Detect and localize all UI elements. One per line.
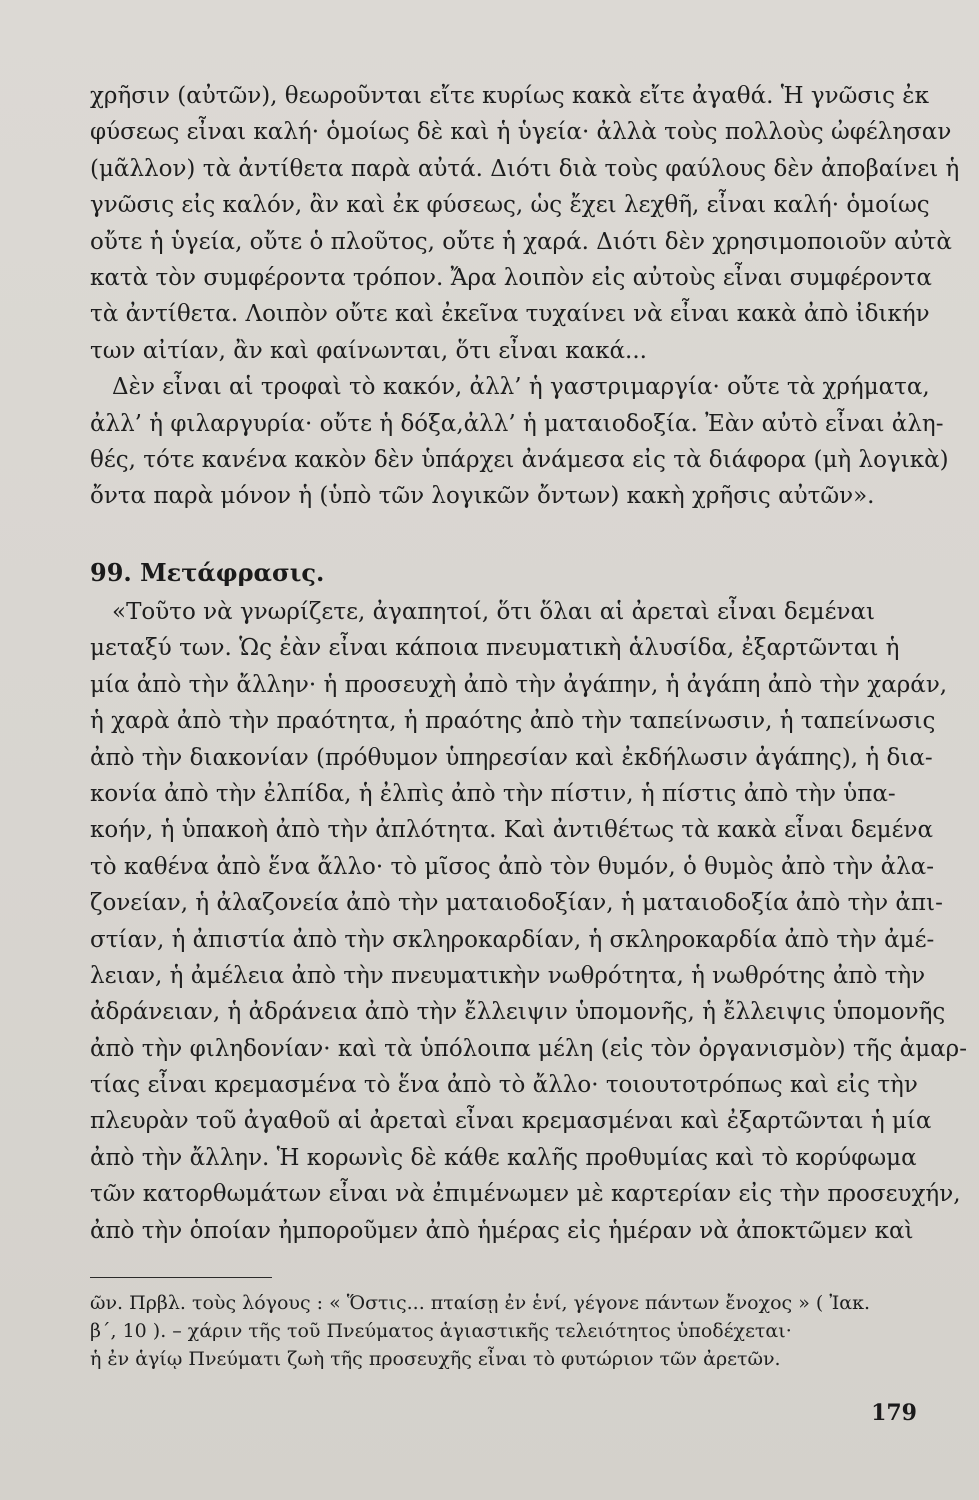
- text-line: μεταξύ των. Ὡς ἐὰν εἶναι κάποια πνευματικὴ ἁλυσίδα, ἐξαρτῶνται ἡ: [90, 635, 900, 662]
- text-line: λειαν, ἡ ἀμέλεια ἀπὸ τὴν πνευματικὴν νωθρότητα, ἡ νωθρότης ἀπὸ τὴν: [90, 962, 926, 989]
- text-line: «Τοῦτο νὰ γνωρίζετε, ἀγαπητοί, ὅτι ὅλαι αἱ ἀρεταὶ εἶναι δεμέναι: [112, 599, 876, 625]
- text-line: στίαν, ἡ ἀπιστία ἀπὸ τὴν σκληροκαρδίαν, ἡ σκληροκαρδία ἀπὸ τὴν ἀμέ-: [90, 926, 935, 953]
- text-line: ἡ χαρὰ ἀπὸ τὴν πραότητα, ἡ πραότης ἀπὸ τὴν ταπείνωσιν, ἡ ταπείνωσις: [90, 708, 936, 735]
- text-line: θές, τότε κανένα κακὸν δὲν ὑπάρχει ἀνάμεσα εἰς τὰ διάφορα (μὴ λογικὰ): [90, 446, 949, 473]
- text-line: ὄντα παρὰ μόνον ἡ (ὑπὸ τῶν λογικῶν ὄντων) κακὴ χρῆσις αὐτῶν».: [90, 483, 875, 510]
- text-line: κατὰ τὸν συμφέροντα τρόπον. Ἄρα λοιπὸν εἰς αὐτοὺς εἶναι συμφέροντα: [90, 264, 932, 291]
- text-line: Δὲν εἶναι αἱ τροφαὶ τὸ κακόν, ἀλλ’ ἡ γαστριμαργία· οὔτε τὰ χρήματα,: [112, 374, 930, 401]
- footnote-divider: [90, 1277, 272, 1278]
- footnotes: [90, 1289, 920, 1373]
- text-line: οὔτε ἡ ὑγεία, οὔτε ὁ πλοῦτος, οὔτε ἡ χαρά. Διότι δὲν χρησιμοποιοῦν αὐτὰ: [90, 228, 952, 255]
- text-line: ἀπὸ τὴν διακονίαν (πρόθυμον ὑπηρεσίαν καὶ ἐκδήλωσιν ἀγάπης), ἡ δια-: [90, 744, 933, 771]
- translation-paragraph: [90, 594, 967, 1249]
- text-line: τὰ ἀντίθετα. Λοιπὸν οὔτε καὶ ἐκεῖνα τυχαίνει νὰ εἶναι κακὰ ἀπὸ ἰδικήν: [90, 301, 930, 328]
- text-line: χρῆσιν (αὐτῶν), θεωροῦνται εἴτε κυρίως κακὰ εἴτε ἀγαθά. Ἡ γνῶσις ἐκ: [90, 83, 930, 109]
- text-line: κονία ἀπὸ τὴν ἐλπίδα, ἡ ἐλπὶς ἀπὸ τὴν πίστιν, ἡ πίστις ἀπὸ τὴν ὑπα-: [90, 780, 896, 807]
- text-line: ἀπὸ τὴν ὁποίαν ἠμποροῦμεν ἀπὸ ἡμέρας εἰς ἡμέραν νὰ ἀποκτῶμεν καὶ: [90, 1217, 914, 1244]
- text-line: μία ἀπὸ τὴν ἄλλην· ἡ προσευχὴ ἀπὸ τὴν ἀγάπην, ἡ ἀγάπη ἀπὸ τὴν χαράν,: [90, 671, 948, 698]
- footnote-line: ἡ ἐν ἁγίῳ Πνεύματι ζωὴ τῆς προσευχῆς εἶναι τὸ φυτώριον τῶν ἀρετῶν.: [90, 1348, 781, 1370]
- body-paragraphs: [90, 78, 960, 515]
- page-number: 179: [871, 1400, 917, 1426]
- text-line: ἀδράνειαν, ἡ ἀδράνεια ἀπὸ τὴν ἔλλειψιν ὑπομονῆς, ἡ ἔλλειψις ὑπομονῆς: [90, 999, 946, 1026]
- text-line: τίας εἶναι κρεμασμένα τὸ ἕνα ἀπὸ τὸ ἄλλο· τοιουτοτρόπως καὶ εἰς τὴν: [90, 1072, 918, 1099]
- footnote-line: β΄, 10 ). – χάριν τῆς τοῦ Πνεύματος ἁγιαστικῆς τελειότητος ὑποδέχεται·: [90, 1320, 792, 1342]
- text-line: τὸ καθένα ἀπὸ ἕνα ἄλλο· τὸ μῖσος ἀπὸ τὸν θυμόν, ὁ θυμὸς ἀπὸ τὴν ἀλα-: [90, 853, 934, 880]
- footnote-line: ῶν. Πρβλ. τοὺς λόγους : « Ὅστις... πταίσῃ ἐν ἑνί, γέγονε πάντων ἔνοχος » ( Ἰακ.: [90, 1292, 871, 1314]
- text-line: ἀπὸ τὴν φιληδονίαν· καὶ τὰ ὑπόλοιπα μέλη (εἰς τὸν ὀργανισμὸν) τῆς ἁμαρ-: [90, 1035, 967, 1062]
- text-line: κοήν, ἡ ὑπακοὴ ἀπὸ τὴν ἀπλότητα. Καὶ ἀντιθέτως τὰ κακὰ εἶναι δεμένα: [90, 817, 934, 844]
- text-line: γνῶσις εἰς καλόν, ἂν καὶ ἐκ φύσεως, ὡς ἔχει λεχθῆ, εἶναι καλή· ὁμοίως: [90, 192, 930, 219]
- text-line: ἀλλ’ ἡ φιλαργυρία· οὔτε ἡ δόξα,ἀλλ’ ἡ ματαιοδοξία. Ἐὰν αὐτὸ εἶναι ἀλη-: [90, 410, 944, 437]
- text-line: τῶν κατορθωμάτων εἶναι νὰ ἐπιμένωμεν μὲ καρτερίαν εἰς τὴν προσευχήν,: [90, 1181, 961, 1208]
- text-line: πλευρὰν τοῦ ἀγαθοῦ αἱ ἀρεταὶ εἶναι κρεμασμέναι καὶ ἐξαρτῶνται ἡ μία: [90, 1108, 932, 1135]
- text-line: ἀπὸ τὴν ἄλλην. Ἡ κορωνὶς δὲ κάθε καλῆς προθυμίας καὶ τὸ κορύφωμα: [90, 1144, 917, 1171]
- section-heading: 99. Μετάφρασις.: [90, 558, 325, 587]
- text-line: φύσεως εἶναι καλή· ὁμοίως δὲ καὶ ἡ ὑγεία· ἀλλὰ τοὺς πολλοὺς ὠφέλησαν: [90, 119, 952, 146]
- text-line: των αἰτίαν, ἂν καὶ φαίνωνται, ὅτι εἶναι κακά...: [90, 337, 647, 364]
- text-line: ζονείαν, ἡ ἀλαζονεία ἀπὸ τὴν ματαιοδοξίαν, ἡ ματαιοδοξία ἀπὸ τὴν ἀπι-: [90, 890, 943, 917]
- text-line: (μᾶλλον) τὰ ἀντίθετα παρὰ αὐτά. Διότι διὰ τοὺς φαύλους δὲν ἀποβαίνει ἡ: [90, 155, 960, 182]
